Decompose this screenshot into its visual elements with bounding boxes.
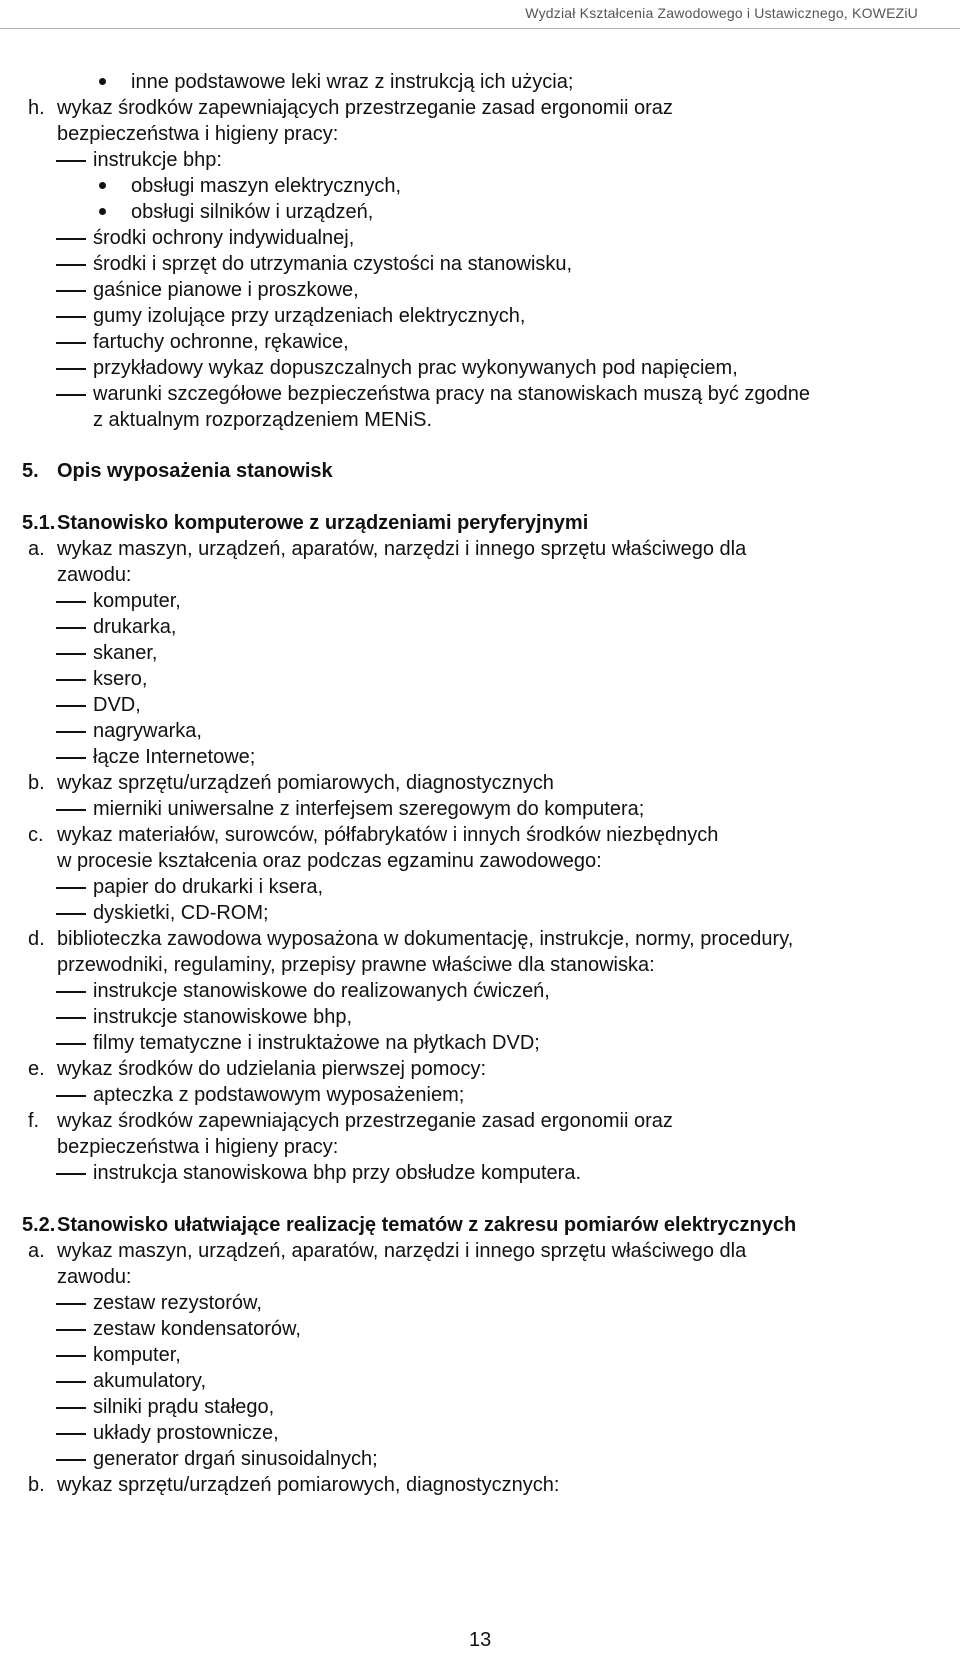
line-text: wykaz środków zapewniających przestrzeganie zasad ergonomii oraz <box>57 97 673 119</box>
dash-icon <box>56 1329 86 1331</box>
line-text: układy prostownicze, <box>93 1422 279 1444</box>
dash-icon <box>56 679 86 681</box>
line-text: instrukcja stanowiskowa bhp przy obsłudze komputera. <box>93 1162 582 1184</box>
line-text: wykaz maszyn, urządzeń, aparatów, narzędzi i innego sprzętu właściwego dla <box>57 1240 747 1262</box>
item-marker: 5.1. <box>22 512 56 534</box>
line-text: apteczka z podstawowym wyposażeniem; <box>93 1084 465 1106</box>
dash-icon <box>56 1433 86 1435</box>
line-text: fartuchy ochronne, rękawice, <box>93 331 349 353</box>
dash-icon <box>56 601 86 603</box>
dash-icon <box>56 342 86 344</box>
line-text: obsługi maszyn elektrycznych, <box>131 175 402 197</box>
dash-icon <box>56 160 86 162</box>
item-marker: b. <box>28 772 45 794</box>
line-text: silniki prądu stałego, <box>93 1396 275 1418</box>
dash-icon <box>56 1303 86 1305</box>
bullet-icon <box>99 208 106 215</box>
line-text: zawodu: <box>57 564 132 586</box>
line-text: komputer, <box>93 590 181 612</box>
item-marker: d. <box>28 928 45 950</box>
line-text: przykładowy wykaz dopuszczalnych prac wykonywanych pod napięciem, <box>93 357 738 379</box>
line-text: bezpieczeństwa i higieny pracy: <box>57 1136 339 1158</box>
dash-icon <box>56 757 86 759</box>
item-marker: f. <box>28 1110 40 1132</box>
item-marker: b. <box>28 1474 45 1496</box>
line-text: zawodu: <box>57 1266 132 1288</box>
line-text: łącze Internetowe; <box>93 746 256 768</box>
line-text: z aktualnym rozporządzeniem MENiS. <box>93 409 433 431</box>
dash-icon <box>56 394 86 396</box>
line-text: komputer, <box>93 1344 181 1366</box>
header-text: Wydział Kształcenia Zawodowego i Ustawicznego, KOWEZiU <box>525 5 918 21</box>
line-text: warunki szczegółowe bezpieczeństwa pracy na stanowiskach muszą być zgodne <box>93 383 811 405</box>
dash-icon <box>56 1355 86 1357</box>
line-text: instrukcje stanowiskowe do realizowanych ćwiczeń, <box>93 980 550 1002</box>
line-text: wykaz sprzętu/urządzeń pomiarowych, diagnostycznych: <box>57 1474 560 1496</box>
dash-icon <box>56 1459 86 1461</box>
line-text: inne podstawowe leki wraz z instrukcją ich użycia; <box>131 71 574 93</box>
line-text: zestaw kondensatorów, <box>93 1318 301 1340</box>
item-marker: c. <box>28 824 44 846</box>
line-text: filmy tematyczne i instruktażowe na płytkach DVD; <box>93 1032 540 1054</box>
dash-icon <box>56 264 86 266</box>
dash-icon <box>56 316 86 318</box>
line-text: nagrywarka, <box>93 720 202 742</box>
item-marker: 5.2. <box>22 1214 56 1236</box>
dash-icon <box>56 368 86 370</box>
dash-icon <box>56 991 86 993</box>
dash-icon <box>56 1173 86 1175</box>
item-marker: e. <box>28 1058 45 1080</box>
line-text: drukarka, <box>93 616 177 638</box>
item-marker: a. <box>28 1240 45 1262</box>
line-text: DVD, <box>93 694 141 716</box>
bullet-icon <box>99 182 106 189</box>
page-header <box>0 0 960 29</box>
dash-icon <box>56 887 86 889</box>
line-text: Stanowisko ułatwiające realizację tematów z zakresu pomiarów elektrycznych <box>57 1214 797 1236</box>
dash-icon <box>56 653 86 655</box>
line-text: dyskietki, CD-ROM; <box>93 902 269 924</box>
line-text: gumy izolujące przy urządzeniach elektrycznych, <box>93 305 526 327</box>
dash-icon <box>56 1043 86 1045</box>
dash-icon <box>56 238 86 240</box>
item-marker: h. <box>28 97 45 119</box>
line-text: wykaz środków do udzielania pierwszej pomocy: <box>57 1058 487 1080</box>
line-text: Opis wyposażenia stanowisk <box>57 460 333 482</box>
line-text: skaner, <box>93 642 158 664</box>
dash-icon <box>56 1381 86 1383</box>
item-marker: a. <box>28 538 45 560</box>
line-text: środki ochrony indywidualnej, <box>93 227 355 249</box>
line-text: instrukcje stanowiskowe bhp, <box>93 1006 353 1028</box>
dash-icon <box>56 809 86 811</box>
line-text: biblioteczka zawodowa wyposażona w dokumentację, instrukcje, normy, procedury, <box>57 928 794 950</box>
line-text: zestaw rezystorów, <box>93 1292 262 1314</box>
line-text: instrukcje bhp: <box>93 149 222 171</box>
line-text: przewodniki, regulaminy, przepisy prawne właściwe dla stanowiska: <box>57 954 655 976</box>
line-text: gaśnice pianowe i proszkowe, <box>93 279 359 301</box>
line-text: wykaz środków zapewniających przestrzeganie zasad ergonomii oraz <box>57 1110 673 1132</box>
dash-icon <box>56 627 86 629</box>
line-text: Stanowisko komputerowe z urządzeniami peryferyjnymi <box>57 512 589 534</box>
dash-icon <box>56 705 86 707</box>
line-text: wykaz maszyn, urządzeń, aparatów, narzędzi i innego sprzętu właściwego dla <box>57 538 747 560</box>
line-text: w procesie kształcenia oraz podczas egzaminu zawodowego: <box>57 850 602 872</box>
page-number: 13 <box>469 1629 492 1651</box>
dash-icon <box>56 1095 86 1097</box>
line-text: wykaz sprzętu/urządzeń pomiarowych, diagnostycznych <box>57 772 554 794</box>
line-text: mierniki uniwersalne z interfejsem szeregowym do komputera; <box>93 798 645 820</box>
dash-icon <box>56 1017 86 1019</box>
dash-icon <box>56 913 86 915</box>
line-text: papier do drukarki i ksera, <box>93 876 324 898</box>
item-marker: 5. <box>22 460 39 482</box>
line-text: wykaz materiałów, surowców, półfabrykatów i innych środków niezbędnych <box>57 824 719 846</box>
line-text: ksero, <box>93 668 148 690</box>
line-text: bezpieczeństwa i higieny pracy: <box>57 123 339 145</box>
dash-icon <box>56 1407 86 1409</box>
line-text: akumulatory, <box>93 1370 207 1392</box>
bullet-icon <box>99 78 106 85</box>
dash-icon <box>56 290 86 292</box>
line-text: środki i sprzęt do utrzymania czystości na stanowisku, <box>93 253 573 275</box>
dash-icon <box>56 731 86 733</box>
line-text: generator drgań sinusoidalnych; <box>93 1448 378 1470</box>
line-text: obsługi silników i urządzeń, <box>131 201 374 223</box>
